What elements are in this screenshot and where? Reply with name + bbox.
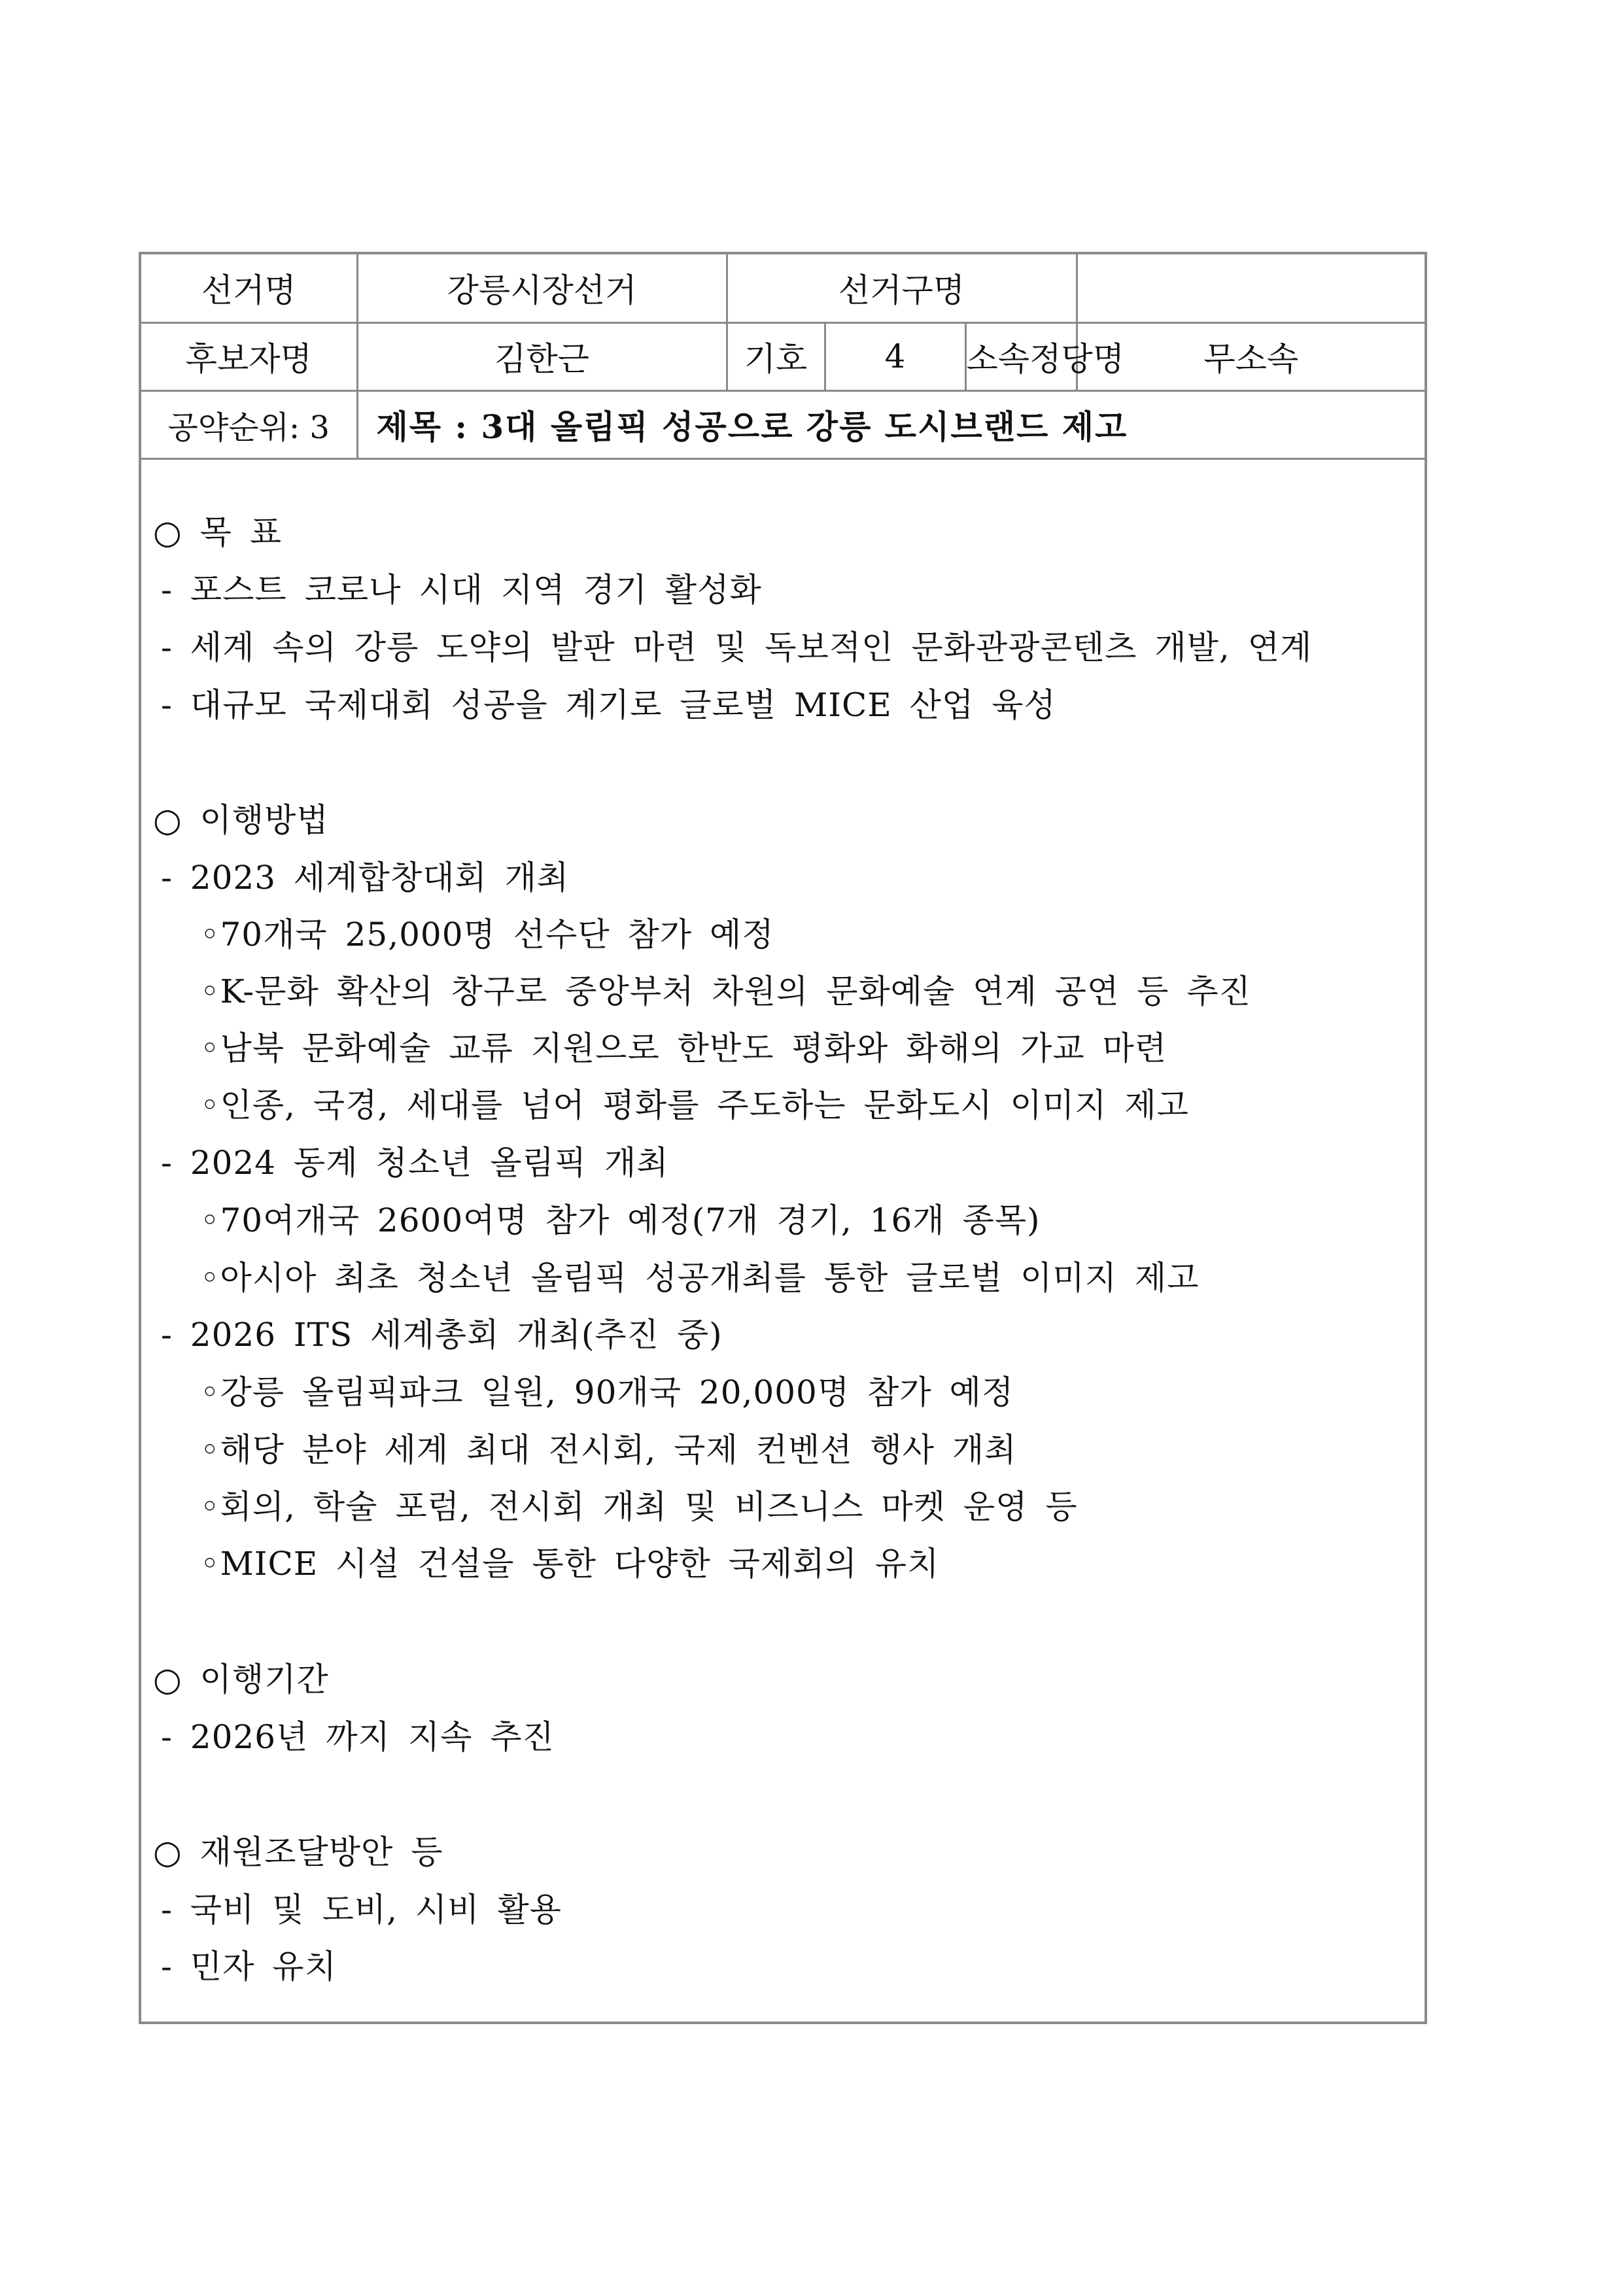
funding-item: - 민자 유치 (161, 1948, 337, 1986)
goal-item: - 세계 속의 강릉 도약의 발판 마련 및 독보적인 문화관광콘텐츠 개발, 연계 (161, 628, 1313, 666)
method-line: - 2024 동계 청소년 올림픽 개최 (161, 1144, 669, 1182)
method-heading: ○ 이행방법 (153, 801, 329, 839)
period-heading: ○ 이행기간 (153, 1661, 329, 1698)
district-value (1077, 254, 1425, 322)
header-row-election (141, 254, 1425, 322)
goal-heading: ○ 목 표 (153, 513, 283, 551)
funding-item: - 국비 및 도비, 시비 활용 (161, 1891, 562, 1929)
method-line: ◦회의, 학술 포럼, 전시회 개최 및 비즈니스 마켓 운영 등 (200, 1488, 1078, 1526)
method-line: - 2023 세계합창대회 개최 (161, 859, 570, 897)
election-label: 선거명 (141, 254, 357, 322)
method-line: ◦아시아 최초 청소년 올림픽 성공개최를 통한 글로벌 이미지 제고 (200, 1259, 1200, 1297)
method-line: ◦K-문화 확산의 창구로 중앙부처 차원의 문화예술 연계 공연 등 추진 (200, 972, 1251, 1010)
election-value: 강릉시장선거 (357, 254, 727, 322)
number-label: 기호 (727, 322, 825, 390)
goal-item: - 대규모 국제대회 성공을 계기로 글로벌 MICE 산업 육성 (161, 686, 1056, 724)
method-line: ◦인종, 국경, 세대를 넘어 평화를 주도하는 문화도시 이미지 제고 (200, 1086, 1189, 1124)
method-line: ◦70개국 25,000명 선수단 참가 예정 (200, 916, 774, 954)
method-line: ◦강릉 올림픽파크 일원, 90개국 20,000명 참가 예정 (200, 1373, 1014, 1411)
candidate-value: 김한근 (357, 322, 727, 390)
method-line: ◦MICE 시설 건설을 통한 다양한 국제회의 유치 (200, 1545, 940, 1583)
header-row-candidate (141, 322, 1425, 390)
method-line: ◦70여개국 2600여명 참가 예정(7개 경기, 16개 종목) (200, 1201, 1041, 1239)
goal-item: - 포스트 코로나 시대 지역 경기 활성화 (161, 571, 762, 609)
method-line: - 2026 ITS 세계총회 개최(추진 중) (161, 1316, 723, 1354)
party-value: 무소속 (1077, 322, 1425, 390)
district-label: 선거구명 (727, 254, 1077, 322)
header-row-title (141, 390, 1425, 458)
pledge-form (139, 252, 1427, 2024)
number-value: 4 (825, 322, 965, 390)
period-item: - 2026년 까지 지속 추진 (161, 1718, 555, 1756)
pledge-rank: 공약순위: 3 (141, 390, 357, 458)
header-table (141, 254, 1425, 460)
party-label: 소속정당명 (965, 322, 1077, 390)
pledge-title: 제목 : 3대 올림픽 성공으로 강릉 도시브랜드 제고 (357, 390, 1425, 458)
funding-heading: ○ 재원조달방안 등 (153, 1833, 443, 1871)
candidate-label: 후보자명 (141, 322, 357, 390)
method-line: ◦해당 분야 세계 최대 전시회, 국제 컨벤션 행사 개최 (200, 1431, 1017, 1469)
method-line: ◦남북 문화예술 교류 지원으로 한반도 평화와 화해의 가교 마련 (200, 1029, 1167, 1067)
